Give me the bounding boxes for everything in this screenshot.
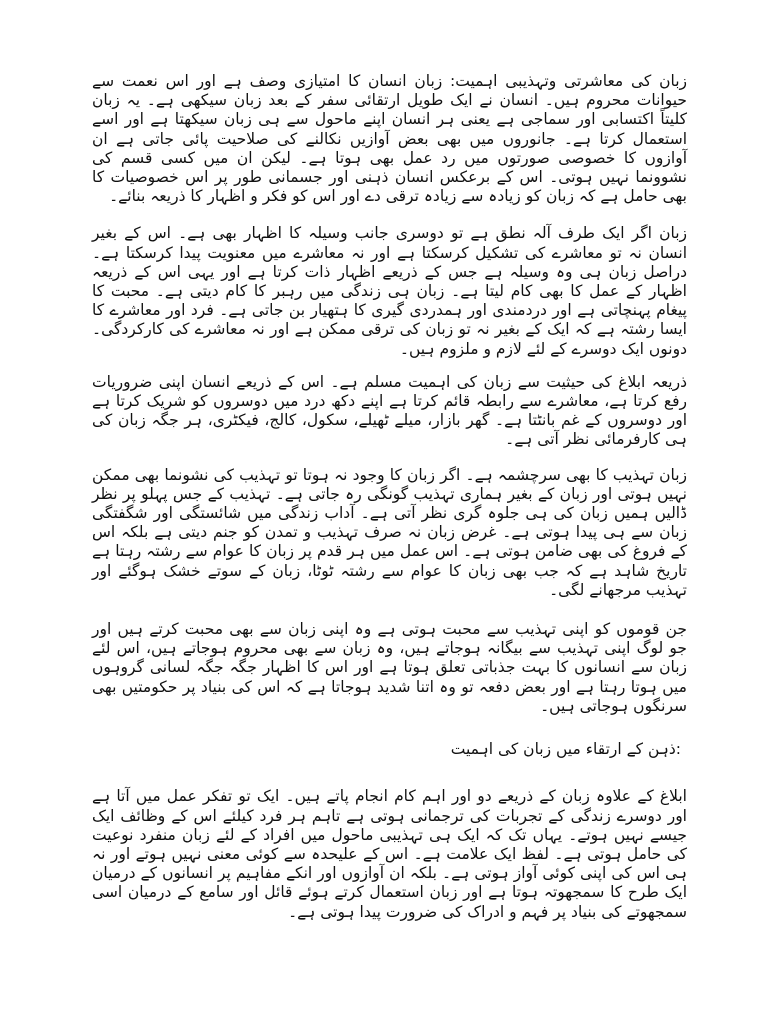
paragraph-language-and-nations: جن قوموں کو اپنی تہذیب سے محبت ہوتی ہے وہ اپنی زبان سے بھی محبت کرتے ہیں اور جو لوگ اپنی تہذیب سے بیگانہ ہوجاتے ہیں، وہ زبان سے بھی محروم ہوجاتے ہیں، اس لئے زبان سے انسانوں کا بہت جذباتی تعلق ہوتا ہے اور اس کا اظہار جگہ جگہ لسانی گروہوں میں ہوتا رہتا ہے اور بعض دفعہ تو وہ اتنا شدید ہوجاتا ہے کہ اس کی بنیاد پر حکومتیں بھی سرنگوں ہوجاتی ہیں۔ [92, 620, 687, 715]
paragraph-language-and-civilization: زبان تہذیب کا بھی سرچشمہ ہے۔ اگر زبان کا وجود نہ ہوتا تو تہذیب کی نشونما بھی ممکن نہیں ہوتی اور زبان کے بغیر ہماری تہذیب گونگی رہ جاتی ہے۔ تہذیب کے جس پہلو پر نظر ڈالیں ہمیں زبان کی ہی جلوہ گری نظر آتی ہے۔ آداب زندگی میں شائستگی اور شگفتگی زبان سے ہی پیدا ہوتی ہے۔ غرض زبان نہ صرف تہذیب و تمدن کو جنم دیتی ہے بلکہ اس کے فروغ کی بھی ضامن ہوتی ہے۔ اس عمل میں ہر قدم پر زبان کا عوام سے رشتہ رہتا ہے تاریخ شاہد ہے کہ جب بھی زبان کا عوام سے رشتہ ٹوٹا، زبان کے سوتے خشک ہوگئے اور تہذیب مرجھانے لگی۔ [92, 465, 687, 599]
paragraph-language-as-speech-and-expression: زبان اگر ایک طرف آلہ نطق ہے تو دوسری جانب وسیلہ کا اظہار بھی ہے۔ اس کے بغیر انسان نہ تو معاشرے کی تشکیل کرسکتا ہے اور نہ معاشرے میں معنویت پیدا کرسکتا ہے۔ دراصل زبان ہی وہ وسیلہ ہے جس کے ذریعے اظہار ذات کرتا ہے اور یہی اس کے ذریعہ اظہار کے عمل کا بھی کام لیتا ہے۔ زبان ہی زندگی میں رہبر کا کام دیتی ہے۔ محبت کا پیغام پہنچاتی ہے اور دردمندی اور ہمدردی گیری کا ہتھیار بن جاتی ہے۔ فرد اور معاشرے کا ایسا رشتہ ہے کہ ایک کے بغیر نہ تو زبان کی ترقی ممکن ہے اور نہ معاشرے کی کارکردگی۔ دونوں ایک دوسرے کے لئے لازم و ملزوم ہیں۔ [92, 224, 687, 358]
document-page [92, 72, 687, 972]
paragraph-language-social-cultural-importance: زبان کی معاشرتی وتہذیبی اہمیت: زبان انسان کا امتیازی وصف ہے اور اس نعمت سے حیوانات محروم ہیں۔ انسان نے ایک طویل ارتقائی سفر کے بعد زبان سیکھی ہے۔ یہ زبان کلیتاً اکتسابی اور سماجی ہے یعنی ہر انسان اپنے ماحول سے ہی زبان سیکھتا ہے اور اسے استعمال کرتا ہے۔ جانوروں میں بھی بعض آوازیں نکالنے کی صلاحیت پائی جاتی ہے ان آوازوں کا خصوصی صورتوں میں رد عمل بھی ہوتا ہے۔ لیکن ان میں کسی قسم کی نشوونما نہیں ہوتی۔ اس کے برعکس انسان ذہنی اور جسمانی طور پر اس خصوصیات کا بھی حامل ہے کہ زبان کو زیادہ سے زیادہ ترقی دے اور اس کو فکر و اظہار کا ذریعہ بنائے۔ [92, 72, 687, 206]
paragraph-language-and-mind: ابلاغ کے علاوہ زبان کے ذریعے دو اور اہم کام انجام پاتے ہیں۔ ایک تو تفکر عمل میں آتا ہے اور دوسرے زندگی کے تجربات کی ترجمانی ہوتی ہے تاہم ہر فرد کیلئے اس کے وظائف ایک جیسے نہیں ہوتے۔ یہاں تک کہ ایک ہی تہذیبی ماحول میں افراد کے لئے زبان منفرد نوعیت کی حامل ہوتی ہے۔ لفظ ایک علامت ہے۔ اس کے علیحدہ سے کوئی معنی نہیں ہوتے اور نہ ہی اس کی اپنی کوئی آواز ہوتی ہے۔ بلکہ ان آوازوں اور انکے مفاہیم پر انسانوں کے درمیان ایک طرح کا سمجھوتہ ہوتا ہے اور زبان استعمال کرتے ہوئے قائل اور سامع کے درمیان اسی سمجھوتے کی بنیاد پر فہم و ادراک کی ضرورت پیدا ہوتی ہے۔ [92, 787, 687, 921]
paragraph-language-as-communication-medium: ذریعہ ابلاغ کی حیثیت سے زبان کی اہمیت مسلم ہے۔ اس کے ذریعے انسان اپنی ضروریات رفع کرتا ہے، معاشرے سے رابطہ قائم کرتا ہے اپنے دکھ درد میں دوسروں کو شریک کرتا ہے اور دوسروں کے غم بانٹتا ہے۔ گھر بازار، میلے ٹھیلے، سکول، کالج، فیکٹری، ہر جگہ زبان کی ہی کارفرمائی نظر آتی ہے۔ [92, 372, 687, 449]
section-heading: :ذہن کے ارتقاء میں زبان کی اہمیت [450, 740, 681, 759]
